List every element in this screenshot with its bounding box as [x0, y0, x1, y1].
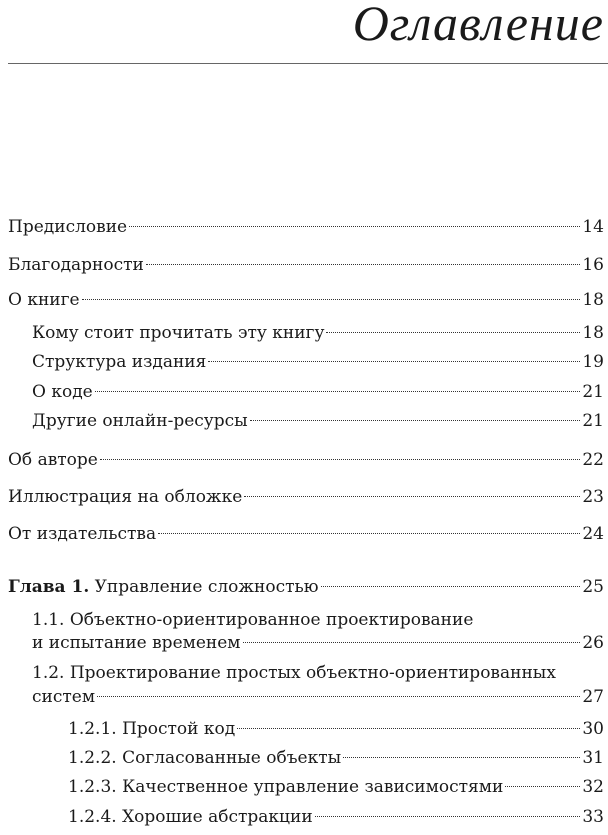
- toc-entry-publisher[interactable]: [8, 523, 604, 545]
- toc-entry-label: 1.2.3. Качественное управление зависимостями: [68, 777, 504, 797]
- leader-dots: [321, 586, 581, 587]
- toc-entry-label: Структура издания: [32, 352, 207, 372]
- toc-entry-structure[interactable]: [32, 351, 604, 373]
- chapter-prefix: Глава 1.: [8, 577, 90, 597]
- leader-dots: [158, 533, 580, 534]
- toc-entry-label: Другие онлайн-ресурсы: [32, 411, 248, 431]
- toc-page-number: 21: [582, 382, 604, 402]
- toc-page-number: 22: [582, 450, 604, 470]
- toc-entry-about-author[interactable]: [8, 449, 604, 471]
- toc-page-number: 18: [582, 290, 604, 310]
- toc-entry-label: О коде: [32, 382, 93, 402]
- toc-page-number: 19: [582, 352, 604, 372]
- toc-entry-label: Кому стоит прочитать эту книгу: [32, 323, 325, 343]
- toc-entry-1-2-1[interactable]: [68, 718, 604, 740]
- toc-entry-label: 1.2.4. Хорошие абстракции: [68, 807, 313, 827]
- toc-entry-label: Иллюстрация на обложке: [8, 487, 243, 507]
- leader-dots: [237, 728, 580, 729]
- leader-dots: [250, 420, 581, 421]
- leader-dots: [100, 459, 580, 460]
- toc-entry-1-2[interactable]: [32, 686, 604, 708]
- toc-entry-1-2-line1[interactable]: 1.2. Проектирование простых объектно-ориентированных: [32, 663, 556, 683]
- toc-page-number: 32: [582, 777, 604, 797]
- toc-entry-label: Об авторе: [8, 450, 98, 470]
- toc-entry-cover-illustration[interactable]: [8, 486, 604, 508]
- leader-dots: [97, 696, 580, 697]
- leader-dots: [129, 226, 580, 227]
- toc-entry-label: Предисловие: [8, 217, 128, 237]
- leader-dots: [95, 391, 581, 392]
- leader-dots: [243, 642, 581, 643]
- leader-dots: [208, 361, 580, 362]
- toc-entry-label: О книге: [8, 290, 80, 310]
- chapter-title: Управление сложностью: [89, 577, 319, 597]
- toc-page-number: 27: [582, 687, 604, 707]
- leader-dots: [326, 332, 580, 333]
- toc-entry-1-1[interactable]: [32, 632, 604, 654]
- toc-entry-label: систем: [32, 687, 96, 707]
- toc-entry-1-2-4[interactable]: [68, 806, 604, 828]
- title-divider: [8, 63, 608, 64]
- toc-page-number: 24: [582, 524, 604, 544]
- toc-page-number: 31: [582, 748, 604, 768]
- toc-entry-who-should-read[interactable]: [32, 322, 604, 344]
- toc-page-number: 21: [582, 411, 604, 431]
- leader-dots: [505, 786, 580, 787]
- leader-dots: [82, 299, 581, 300]
- toc-page-number: 33: [582, 807, 604, 827]
- leader-dots: [315, 816, 581, 817]
- toc-entry-other-resources[interactable]: [32, 410, 604, 432]
- toc-page-number: 25: [582, 577, 604, 597]
- toc-page-number: 14: [582, 217, 604, 237]
- toc-entry-about-book[interactable]: [8, 289, 604, 311]
- toc-entry-chapter-1[interactable]: [8, 576, 604, 598]
- toc-entry-about-code[interactable]: [32, 381, 604, 403]
- page-title: Оглавление: [352, 0, 604, 51]
- toc-page-number: 30: [582, 719, 604, 739]
- toc-entry-1-1-line1[interactable]: 1.1. Объектно-ориентированное проектирование: [32, 610, 474, 630]
- toc-entry-preface[interactable]: [8, 216, 604, 238]
- leader-dots: [244, 496, 580, 497]
- toc-page-number: 16: [582, 255, 604, 275]
- toc-entry-label: и испытание временем: [32, 633, 241, 653]
- toc-page-number: 26: [582, 633, 604, 653]
- leader-dots: [146, 264, 580, 265]
- toc-page-number: 23: [582, 487, 604, 507]
- toc-entry-label: 1.2.1. Простой код: [68, 719, 236, 739]
- leader-dots: [343, 757, 580, 758]
- toc-entry-1-2-2[interactable]: [68, 747, 604, 769]
- toc-entry-1-2-3[interactable]: [68, 776, 604, 798]
- toc-entry-label: От издательства: [8, 524, 157, 544]
- toc-entry-label: 1.2.2. Согласованные объекты: [68, 748, 342, 768]
- toc-entry-label: [8, 576, 319, 598]
- toc-page-number: 18: [582, 323, 604, 343]
- toc-entry-label: Благодарности: [8, 255, 144, 275]
- toc-entry-thanks[interactable]: [8, 254, 604, 276]
